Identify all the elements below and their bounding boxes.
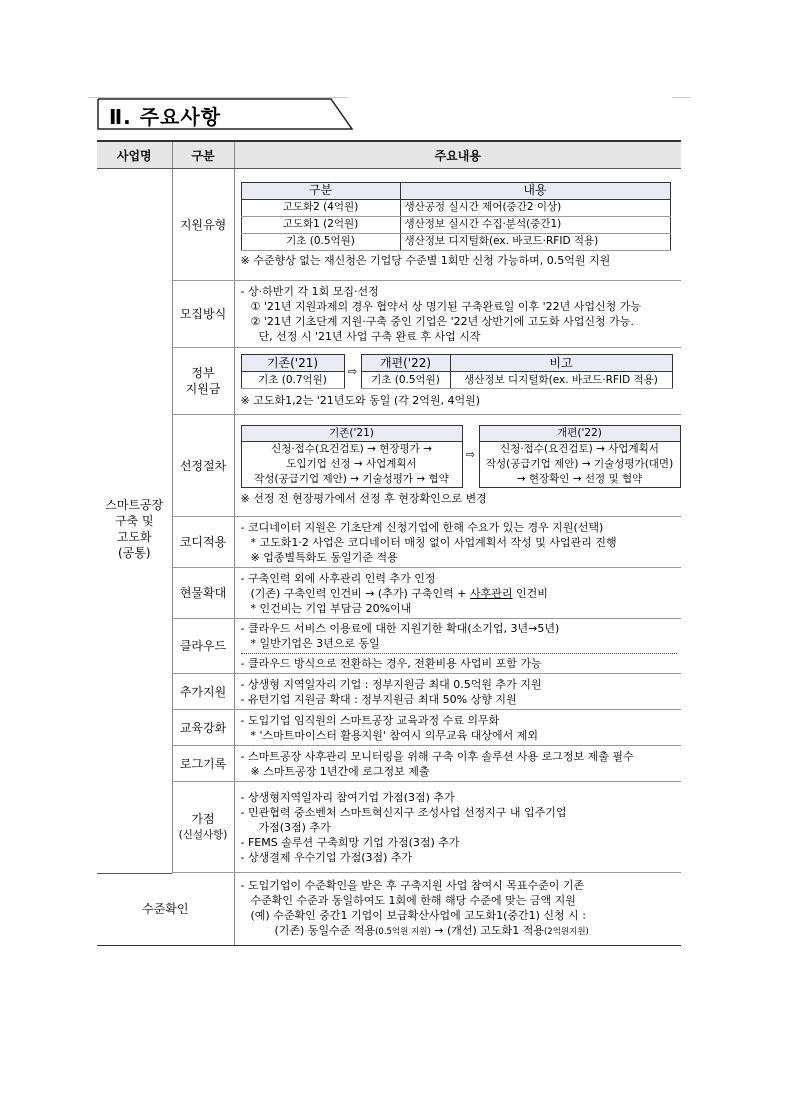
level-check-line: (예) 수준확인 중간1 기업이 보급확산사업에 고도화1(중간1) 신청 시 : — [250, 908, 586, 922]
expansion-line: * 인건비는 기업 부담금 20%이내 — [250, 601, 412, 615]
support-type-header-content: 내용 — [400, 182, 670, 199]
bonus-sublabel: (신설사항) — [178, 829, 228, 841]
category-cloud: 클라우드 — [172, 619, 234, 674]
business-name: 스마트공장 구축 및 고도화 (공통) — [105, 497, 164, 560]
bonus-line: 가점(3점) 추가 — [258, 820, 331, 834]
support-type-row-name: 기초 (0.5억원) — [241, 233, 400, 250]
section-title — [97, 98, 353, 130]
category-additional: 추가지원 — [172, 674, 234, 710]
category-gov-support — [172, 348, 234, 415]
level-check-line — [241, 923, 678, 940]
dotted-divider — [241, 653, 678, 654]
arrow-right-icon: ⇨ — [465, 448, 476, 461]
gov-support-old-header: 기존('21) — [241, 355, 344, 372]
category-expansion: 현물확대 — [172, 568, 234, 619]
expansion-content — [234, 568, 681, 619]
header-main-content: 주요내용 — [234, 141, 681, 169]
selection-note: ※ 선정 전 현장평가에서 선정 후 현장확인으로 변경 — [240, 492, 487, 505]
additional-line: - 상생형 지역일자리 기업 : 정부지원금 최대 0.5억원 추가 지원 — [240, 677, 542, 691]
gov-support-label: 정부 지원금 — [185, 366, 221, 396]
support-type-header-category: 구분 — [241, 182, 400, 199]
gov-support-new-table — [361, 354, 673, 389]
support-type-table — [241, 182, 671, 251]
header-category: 구분 — [172, 141, 234, 169]
gov-support-new-value: 기초 (0.5억원) — [361, 372, 450, 389]
header-business-name: 사업명 — [97, 141, 172, 169]
selection-old-line: 신청·접수(요건검토) → 현장평가 → — [271, 443, 432, 455]
main-table — [97, 140, 681, 946]
support-type-note: ※ 수준향상 없는 재신청은 기업당 수준별 1회만 신청 가능하며, 0.5억원 지원 — [240, 253, 611, 267]
bonus-line: - 민관협력 중소벤처 스마트혁신지구 조성사업 선정지구 내 입주기업 — [240, 805, 567, 819]
category-selection: 선정절차 — [172, 415, 234, 517]
gov-support-content — [234, 348, 681, 415]
expansion-line: - 구축인력 외에 사후관리 인력 추가 인정 — [240, 571, 436, 585]
selection-old-line: 작성(공급기업 제안) → 기술성평가 → 협약 — [254, 473, 449, 485]
arrow-right-icon: ⇨ — [347, 365, 358, 378]
support-type-row-desc: 생산정보 디지털화(ex. 바코드·RFID 적용) — [400, 233, 670, 250]
recruit-line: 단, 선정 시 '21년 사업 구축 완료 후 사업 시작 — [258, 330, 481, 343]
gov-support-note-value: 생산정보 디지털화(ex. 바코드·RFID 적용) — [450, 372, 672, 389]
gov-support-old-value: 기초 (0.7억원) — [241, 372, 344, 389]
recruit-line: ② '21년 기초단계 지원·구축 중인 기업은 '22년 상반기에 고도화 사업신청 가능. — [250, 315, 634, 328]
header-rule-right — [672, 97, 690, 98]
support-type-row-desc: 생산정보 실시간 수집·분석(중간1) — [400, 216, 670, 233]
category-recruit: 모집방식 — [172, 281, 234, 348]
bonus-line: - 상생형지역일자리 참여기업 가점(3점) 추가 — [240, 790, 455, 804]
category-bonus — [172, 782, 234, 873]
level-check-small-text: (0.5억원 지원) — [375, 926, 431, 937]
coordinator-line: - 코디네이터 지원은 기초단계 신청기업에 한해 수요가 있는 경우 지원(선택) — [240, 520, 604, 534]
selection-new-header: 개편('22) — [480, 426, 680, 442]
recruit-line: - 상·하반기 각 1회 모집·선정 — [240, 285, 379, 298]
selection-new-box — [479, 425, 681, 488]
level-check-line: 수준확인 수준과 동일하여도 1회에 한해 해당 수준에 맞는 금액 지원 — [250, 893, 576, 907]
support-type-row-desc: 생산공정 실시간 제어(중간2 이상) — [400, 199, 670, 216]
coordinator-content — [234, 517, 681, 568]
log-content — [234, 746, 681, 782]
bonus-line: - FEMS 솔루션 구축희망 기업 가점(3점) 추가 — [240, 835, 460, 849]
selection-content — [234, 415, 681, 517]
gov-support-new-header: 개편('22) — [361, 355, 450, 372]
category-education: 교육강화 — [172, 710, 234, 746]
cloud-line: * 일반기업은 3년으로 동일 — [250, 637, 380, 650]
expansion-text: (기존) 구축인력 인건비 → (추가) 구축인력 + — [250, 586, 470, 600]
level-check-small-text: (2억원지원) — [543, 926, 589, 937]
education-content — [234, 710, 681, 746]
education-line: * '스마트마이스터 활용지원' 참여시 의무교육 대상에서 제외 — [250, 728, 539, 742]
cloud-line: - 클라우드 방식으로 전환하는 경우, 전환비용 사업비 포함 가능 — [240, 657, 542, 670]
level-check-line: - 도입기업이 수준확인을 받은 후 구축지원 사업 참여시 목표수준이 기존 — [240, 878, 585, 892]
business-name-cell — [97, 169, 172, 874]
level-check-text: (기존) 동일수준 적용 — [274, 923, 376, 937]
category-log: 로그기록 — [172, 746, 234, 782]
selection-old-box — [241, 425, 463, 488]
support-type-row-name: 고도화1 (2억원) — [241, 216, 400, 233]
section-title-text: Ⅱ. 주요사항 — [109, 105, 222, 129]
selection-old-header: 기존('21) — [242, 426, 462, 442]
selection-new-line: 신청·접수(요건검토) → 사업계획서 — [500, 443, 659, 455]
bonus-line: - 상생결제 우수기업 가점(3점) 추가 — [240, 850, 413, 864]
gov-support-note-header: 비고 — [450, 355, 672, 372]
level-check-content — [234, 873, 681, 945]
selection-comparison — [241, 425, 678, 488]
category-coordinator: 코디적용 — [172, 517, 234, 568]
expansion-text: 인건비 — [512, 586, 548, 600]
gov-support-comparison — [241, 354, 678, 389]
selection-new-line: → 현장확인 → 선정 및 협약 — [516, 473, 643, 485]
gov-support-old-table — [241, 354, 345, 389]
education-line: - 도입기업 임직원의 스마트공장 교육과정 수료 의무화 — [240, 713, 500, 727]
additional-line: - 유턴기업 지원금 확대 : 정부지원금 최대 50% 상향 지원 — [240, 692, 517, 706]
log-line: ※ 스마트공장 1년간에 로그정보 제출 — [250, 764, 430, 778]
log-line: - 스마트공장 사후관리 모니터링을 위해 구축 이후 솔루션 사용 로그정보 제출 필수 — [240, 749, 634, 763]
category-support-type: 지원유형 — [172, 169, 234, 281]
cloud-line: - 클라우드 서비스 이용료에 대한 지원기한 확대(소기업, 3년→5년) — [240, 622, 560, 635]
recruit-line: ① '21년 지원과제의 경우 협약서 상 명기된 구축완료일 이후 '22년 사업신청 가능 — [250, 300, 642, 313]
cloud-content — [234, 619, 681, 674]
expansion-underlined-text: 사후관리 — [469, 586, 513, 600]
coordinator-line: * 고도화1·2 사업은 코디네이터 매칭 없이 사업계획서 작성 및 사업관리 진행 — [250, 535, 617, 549]
recruit-content — [234, 281, 681, 348]
gov-support-note: ※ 고도화1,2는 '21년도와 동일 (각 2억원, 4억원) — [240, 394, 481, 407]
bonus-label: 가점 — [191, 812, 215, 826]
level-check-text: → (개선) 고도화1 적용 — [430, 923, 544, 937]
support-type-row-name: 고도화2 (4억원) — [241, 199, 400, 216]
support-type-content — [234, 169, 681, 281]
expansion-line — [241, 586, 678, 601]
additional-content — [234, 674, 681, 710]
category-level-check: 수준확인 — [97, 873, 234, 945]
selection-new-line: 작성(공급기업 제안) → 기술성평가(대면) — [485, 458, 674, 470]
selection-old-line: 도입기업 선정 → 사업계획서 — [286, 458, 417, 470]
coordinator-line: ※ 업종별특화도 동일기준 적용 — [250, 550, 398, 564]
bonus-content — [234, 782, 681, 873]
